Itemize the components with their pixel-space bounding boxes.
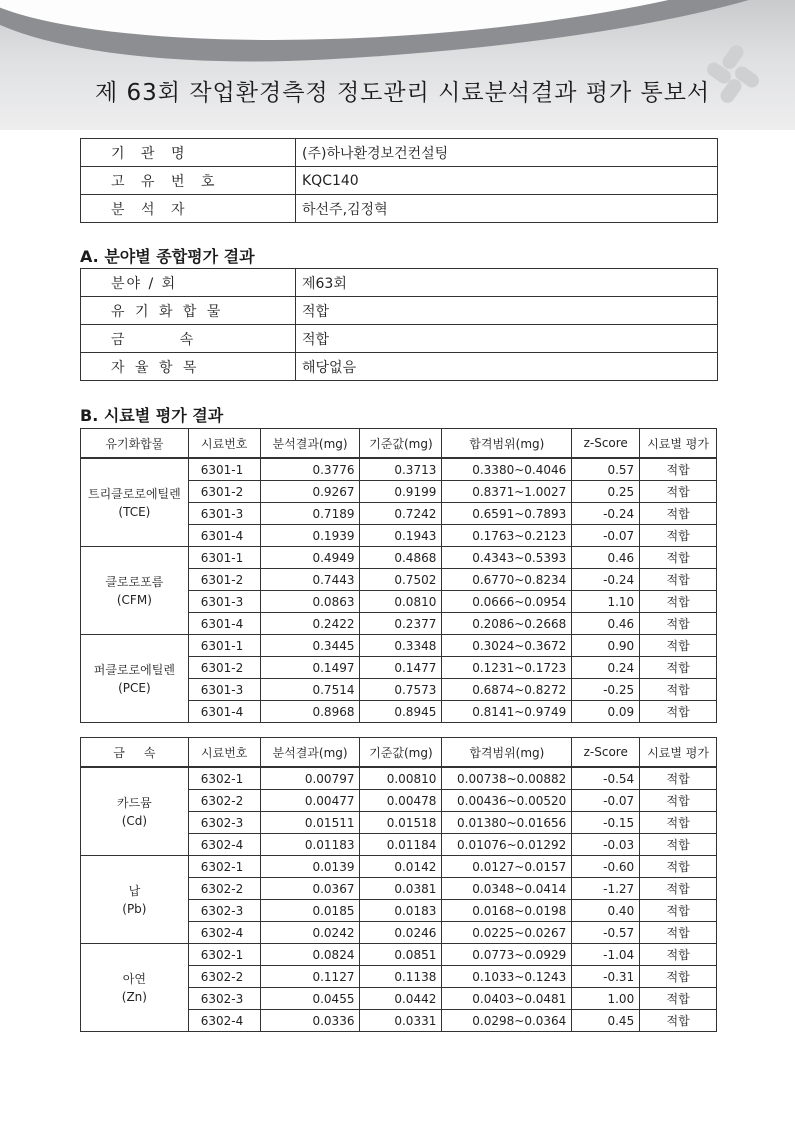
pass-range-cell: 0.1231~0.1723: [442, 657, 572, 679]
analysis-result-cell: 0.9267: [260, 481, 360, 503]
summary-row: [81, 297, 718, 325]
analysis-result-cell: 0.0185: [260, 900, 360, 922]
sample-id-cell: 6301-4: [188, 701, 260, 723]
analyte-abbr: (Cd): [121, 813, 148, 828]
reference-value-cell: 0.00810: [360, 767, 442, 790]
pass-range-cell: 0.0403~0.0481: [442, 988, 572, 1010]
summary-label: 자 율 항 목: [81, 353, 296, 381]
pass-range-cell: 0.8141~0.9749: [442, 701, 572, 723]
sample-id-cell: 6302-4: [188, 834, 260, 856]
col-header: 분석결과(mg): [260, 738, 360, 768]
analyte-name: 아연: [122, 971, 146, 986]
z-score-cell: -0.15: [572, 812, 640, 834]
sample-id-cell: 6301-3: [188, 591, 260, 613]
evaluation-cell: 적합: [640, 525, 717, 547]
evaluation-cell: 적합: [640, 458, 717, 481]
evaluation-cell: 적합: [640, 790, 717, 812]
analyte-name-cell: [81, 944, 189, 1032]
evaluation-cell: 적합: [640, 767, 717, 790]
pass-range-cell: 0.4343~0.5393: [442, 547, 572, 569]
reference-value-cell: 0.0183: [360, 900, 442, 922]
summary-value: 해당없음: [296, 353, 718, 381]
agency-info-table: [80, 138, 718, 223]
organic-results-table: [80, 428, 717, 723]
z-score-cell: 0.90: [572, 635, 640, 657]
sample-id-cell: 6302-3: [188, 900, 260, 922]
info-label: 기 관 명: [81, 139, 296, 167]
pass-range-cell: 0.0666~0.0954: [442, 591, 572, 613]
pass-range-cell: 0.2086~0.2668: [442, 613, 572, 635]
pass-range-cell: 0.0348~0.0414: [442, 878, 572, 900]
evaluation-cell: 적합: [640, 900, 717, 922]
z-score-cell: -1.04: [572, 944, 640, 966]
sample-id-cell: 6301-2: [188, 481, 260, 503]
analysis-result-cell: 0.7443: [260, 569, 360, 591]
sample-id-cell: 6301-3: [188, 679, 260, 701]
reference-value-cell: 0.7502: [360, 569, 442, 591]
analysis-result-cell: 0.2422: [260, 613, 360, 635]
evaluation-cell: 적합: [640, 988, 717, 1010]
sample-id-cell: 6302-1: [188, 767, 260, 790]
z-score-cell: -0.07: [572, 525, 640, 547]
reference-value-cell: 0.8945: [360, 701, 442, 723]
evaluation-cell: 적합: [640, 878, 717, 900]
info-value: (주)하나환경보건컨설팅: [296, 139, 718, 167]
z-score-cell: 0.40: [572, 900, 640, 922]
reference-value-cell: 0.0810: [360, 591, 442, 613]
reference-value-cell: 0.1943: [360, 525, 442, 547]
table-row: [81, 547, 717, 569]
evaluation-cell: 적합: [640, 834, 717, 856]
z-score-cell: 0.09: [572, 701, 640, 723]
summary-label: 유 기 화 합 물: [81, 297, 296, 325]
sample-id-cell: 6301-4: [188, 525, 260, 547]
col-header: 분석결과(mg): [260, 429, 360, 459]
col-header: 기준값(mg): [360, 429, 442, 459]
analysis-result-cell: 0.01511: [260, 812, 360, 834]
sample-id-cell: 6301-1: [188, 635, 260, 657]
col-header: z-Score: [572, 429, 640, 459]
evaluation-cell: 적합: [640, 613, 717, 635]
reference-value-cell: 0.0142: [360, 856, 442, 878]
summary-label: 금 속: [81, 325, 296, 353]
analyte-name-cell: [81, 635, 189, 723]
pass-range-cell: 0.3380~0.4046: [442, 458, 572, 481]
sample-id-cell: 6302-2: [188, 878, 260, 900]
reference-value-cell: 0.2377: [360, 613, 442, 635]
reference-value-cell: 0.3713: [360, 458, 442, 481]
analyte-name-cell: [81, 458, 189, 547]
reference-value-cell: 0.00478: [360, 790, 442, 812]
reference-value-cell: 0.4868: [360, 547, 442, 569]
z-score-cell: 0.57: [572, 458, 640, 481]
pass-range-cell: 0.00738~0.00882: [442, 767, 572, 790]
pass-range-cell: 0.01380~0.01656: [442, 812, 572, 834]
section-b-heading: B. 시료별 평가 결과: [80, 406, 224, 425]
evaluation-cell: 적합: [640, 856, 717, 878]
reference-value-cell: 0.1477: [360, 657, 442, 679]
analyte-abbr: (TCE): [118, 504, 151, 519]
evaluation-cell: 적합: [640, 922, 717, 944]
sample-id-cell: 6301-2: [188, 657, 260, 679]
table-header-row: [81, 429, 717, 459]
summary-table: [80, 268, 718, 381]
evaluation-cell: 적합: [640, 547, 717, 569]
document-title: 제 63회 작업환경측정 정도관리 시료분석결과 평가 통보서: [95, 80, 711, 106]
pass-range-cell: 0.6770~0.8234: [442, 569, 572, 591]
col-header: 시료번호: [188, 429, 260, 459]
summary-row: [81, 353, 718, 381]
sample-id-cell: 6302-2: [188, 790, 260, 812]
analysis-result-cell: 0.00797: [260, 767, 360, 790]
col-header: 시료번호: [188, 738, 260, 768]
reference-value-cell: 0.01184: [360, 834, 442, 856]
analysis-result-cell: 0.0863: [260, 591, 360, 613]
pass-range-cell: 0.01076~0.01292: [442, 834, 572, 856]
evaluation-cell: 적합: [640, 1010, 717, 1032]
evaluation-cell: 적합: [640, 812, 717, 834]
sample-id-cell: 6302-3: [188, 812, 260, 834]
cross-logo-icon: [706, 44, 760, 104]
z-score-cell: 0.46: [572, 613, 640, 635]
z-score-cell: -0.25: [572, 679, 640, 701]
evaluation-cell: 적합: [640, 591, 717, 613]
z-score-cell: 1.00: [572, 988, 640, 1010]
sample-id-cell: 6301-1: [188, 547, 260, 569]
reference-value-cell: 0.1138: [360, 966, 442, 988]
pass-range-cell: 0.8371~1.0027: [442, 481, 572, 503]
summary-row: [81, 325, 718, 353]
evaluation-cell: 적합: [640, 657, 717, 679]
analysis-result-cell: 0.4949: [260, 547, 360, 569]
analysis-result-cell: 0.3445: [260, 635, 360, 657]
analyte-name-cell: [81, 856, 189, 944]
analyte-name: 클로로포름: [105, 574, 164, 589]
analysis-result-cell: 0.3776: [260, 458, 360, 481]
z-score-cell: 1.10: [572, 591, 640, 613]
analysis-result-cell: 0.1939: [260, 525, 360, 547]
table-header-row: [81, 738, 717, 768]
z-score-cell: 0.45: [572, 1010, 640, 1032]
col-header: 금 속: [81, 738, 189, 768]
evaluation-cell: 적합: [640, 635, 717, 657]
sample-id-cell: 6302-4: [188, 922, 260, 944]
analyte-abbr: (PCE): [118, 680, 151, 695]
pass-range-cell: 0.0773~0.0929: [442, 944, 572, 966]
analyte-abbr: (CFM): [116, 592, 152, 607]
reference-value-cell: 0.0246: [360, 922, 442, 944]
pass-range-cell: 0.0298~0.0364: [442, 1010, 572, 1032]
z-score-cell: -0.03: [572, 834, 640, 856]
metal-results-table: [80, 737, 717, 1032]
analyte-name-cell: [81, 547, 189, 635]
info-value: KQC140: [296, 167, 718, 195]
info-value: 하선주,김정혁: [296, 195, 718, 223]
pass-range-cell: 0.0127~0.0157: [442, 856, 572, 878]
sample-id-cell: 6302-4: [188, 1010, 260, 1032]
reference-value-cell: 0.0381: [360, 878, 442, 900]
col-header: 시료별 평가: [640, 429, 717, 459]
z-score-cell: 0.24: [572, 657, 640, 679]
analysis-result-cell: 0.0242: [260, 922, 360, 944]
sample-id-cell: 6301-4: [188, 613, 260, 635]
summary-label: 분야 / 회: [81, 269, 296, 297]
analysis-result-cell: 0.0336: [260, 1010, 360, 1032]
col-header: 시료별 평가: [640, 738, 717, 768]
z-score-cell: -0.31: [572, 966, 640, 988]
analysis-result-cell: 0.01183: [260, 834, 360, 856]
analysis-result-cell: 0.0367: [260, 878, 360, 900]
pass-range-cell: 0.0168~0.0198: [442, 900, 572, 922]
pass-range-cell: 0.1763~0.2123: [442, 525, 572, 547]
reference-value-cell: 0.9199: [360, 481, 442, 503]
evaluation-cell: 적합: [640, 701, 717, 723]
info-row: [81, 195, 718, 223]
col-header: 합격범위(mg): [442, 738, 572, 768]
summary-row: [81, 269, 718, 297]
reference-value-cell: 0.01518: [360, 812, 442, 834]
table-row: [81, 944, 717, 966]
sample-id-cell: 6302-1: [188, 944, 260, 966]
sample-id-cell: 6302-3: [188, 988, 260, 1010]
section-a-heading: A. 분야별 종합평가 결과: [80, 247, 255, 266]
pass-range-cell: 0.6874~0.8272: [442, 679, 572, 701]
col-header: z-Score: [572, 738, 640, 768]
pass-range-cell: 0.00436~0.00520: [442, 790, 572, 812]
analysis-result-cell: 0.00477: [260, 790, 360, 812]
evaluation-cell: 적합: [640, 569, 717, 591]
table-row: [81, 856, 717, 878]
analysis-result-cell: 0.8968: [260, 701, 360, 723]
analysis-result-cell: 0.0824: [260, 944, 360, 966]
summary-value: 제63회: [296, 269, 718, 297]
z-score-cell: -0.60: [572, 856, 640, 878]
reference-value-cell: 0.0331: [360, 1010, 442, 1032]
analyte-abbr: (Pb): [122, 901, 147, 916]
info-row: [81, 139, 718, 167]
reference-value-cell: 0.3348: [360, 635, 442, 657]
col-header: 합격범위(mg): [442, 429, 572, 459]
z-score-cell: 0.46: [572, 547, 640, 569]
page-header: [0, 0, 795, 130]
evaluation-cell: 적합: [640, 679, 717, 701]
analyte-name: 트리클로로에틸렌: [88, 486, 181, 501]
analyte-name: 카드뮴: [116, 795, 152, 810]
table-row: [81, 767, 717, 790]
analysis-result-cell: 0.1127: [260, 966, 360, 988]
sample-id-cell: 6301-3: [188, 503, 260, 525]
sample-id-cell: 6301-1: [188, 458, 260, 481]
analyte-name: 퍼클로로에틸렌: [93, 662, 175, 677]
sample-id-cell: 6302-2: [188, 966, 260, 988]
reference-value-cell: 0.7573: [360, 679, 442, 701]
analysis-result-cell: 0.0139: [260, 856, 360, 878]
reference-value-cell: 0.7242: [360, 503, 442, 525]
col-header: 유기화합물: [81, 429, 189, 459]
analysis-result-cell: 0.1497: [260, 657, 360, 679]
z-score-cell: -0.24: [572, 503, 640, 525]
analysis-result-cell: 0.7514: [260, 679, 360, 701]
evaluation-cell: 적합: [640, 481, 717, 503]
evaluation-cell: 적합: [640, 944, 717, 966]
table-row: [81, 635, 717, 657]
analysis-result-cell: 0.0455: [260, 988, 360, 1010]
z-score-cell: 0.25: [572, 481, 640, 503]
z-score-cell: -0.57: [572, 922, 640, 944]
analyte-name: 납: [128, 883, 141, 898]
col-header: 기준값(mg): [360, 738, 442, 768]
analyte-abbr: (Zn): [121, 989, 147, 1004]
summary-value: 적합: [296, 297, 718, 325]
analyte-name-cell: [81, 767, 189, 856]
sample-id-cell: 6302-1: [188, 856, 260, 878]
summary-value: 적합: [296, 325, 718, 353]
z-score-cell: -0.54: [572, 767, 640, 790]
info-label: 분 석 자: [81, 195, 296, 223]
pass-range-cell: 0.1033~0.1243: [442, 966, 572, 988]
z-score-cell: -1.27: [572, 878, 640, 900]
z-score-cell: -0.07: [572, 790, 640, 812]
pass-range-cell: 0.6591~0.7893: [442, 503, 572, 525]
info-label: 고 유 번 호: [81, 167, 296, 195]
evaluation-cell: 적합: [640, 503, 717, 525]
z-score-cell: -0.24: [572, 569, 640, 591]
info-row: [81, 167, 718, 195]
evaluation-cell: 적합: [640, 966, 717, 988]
pass-range-cell: 0.0225~0.0267: [442, 922, 572, 944]
table-row: [81, 458, 717, 481]
analysis-result-cell: 0.7189: [260, 503, 360, 525]
pass-range-cell: 0.3024~0.3672: [442, 635, 572, 657]
reference-value-cell: 0.0442: [360, 988, 442, 1010]
reference-value-cell: 0.0851: [360, 944, 442, 966]
sample-id-cell: 6301-2: [188, 569, 260, 591]
